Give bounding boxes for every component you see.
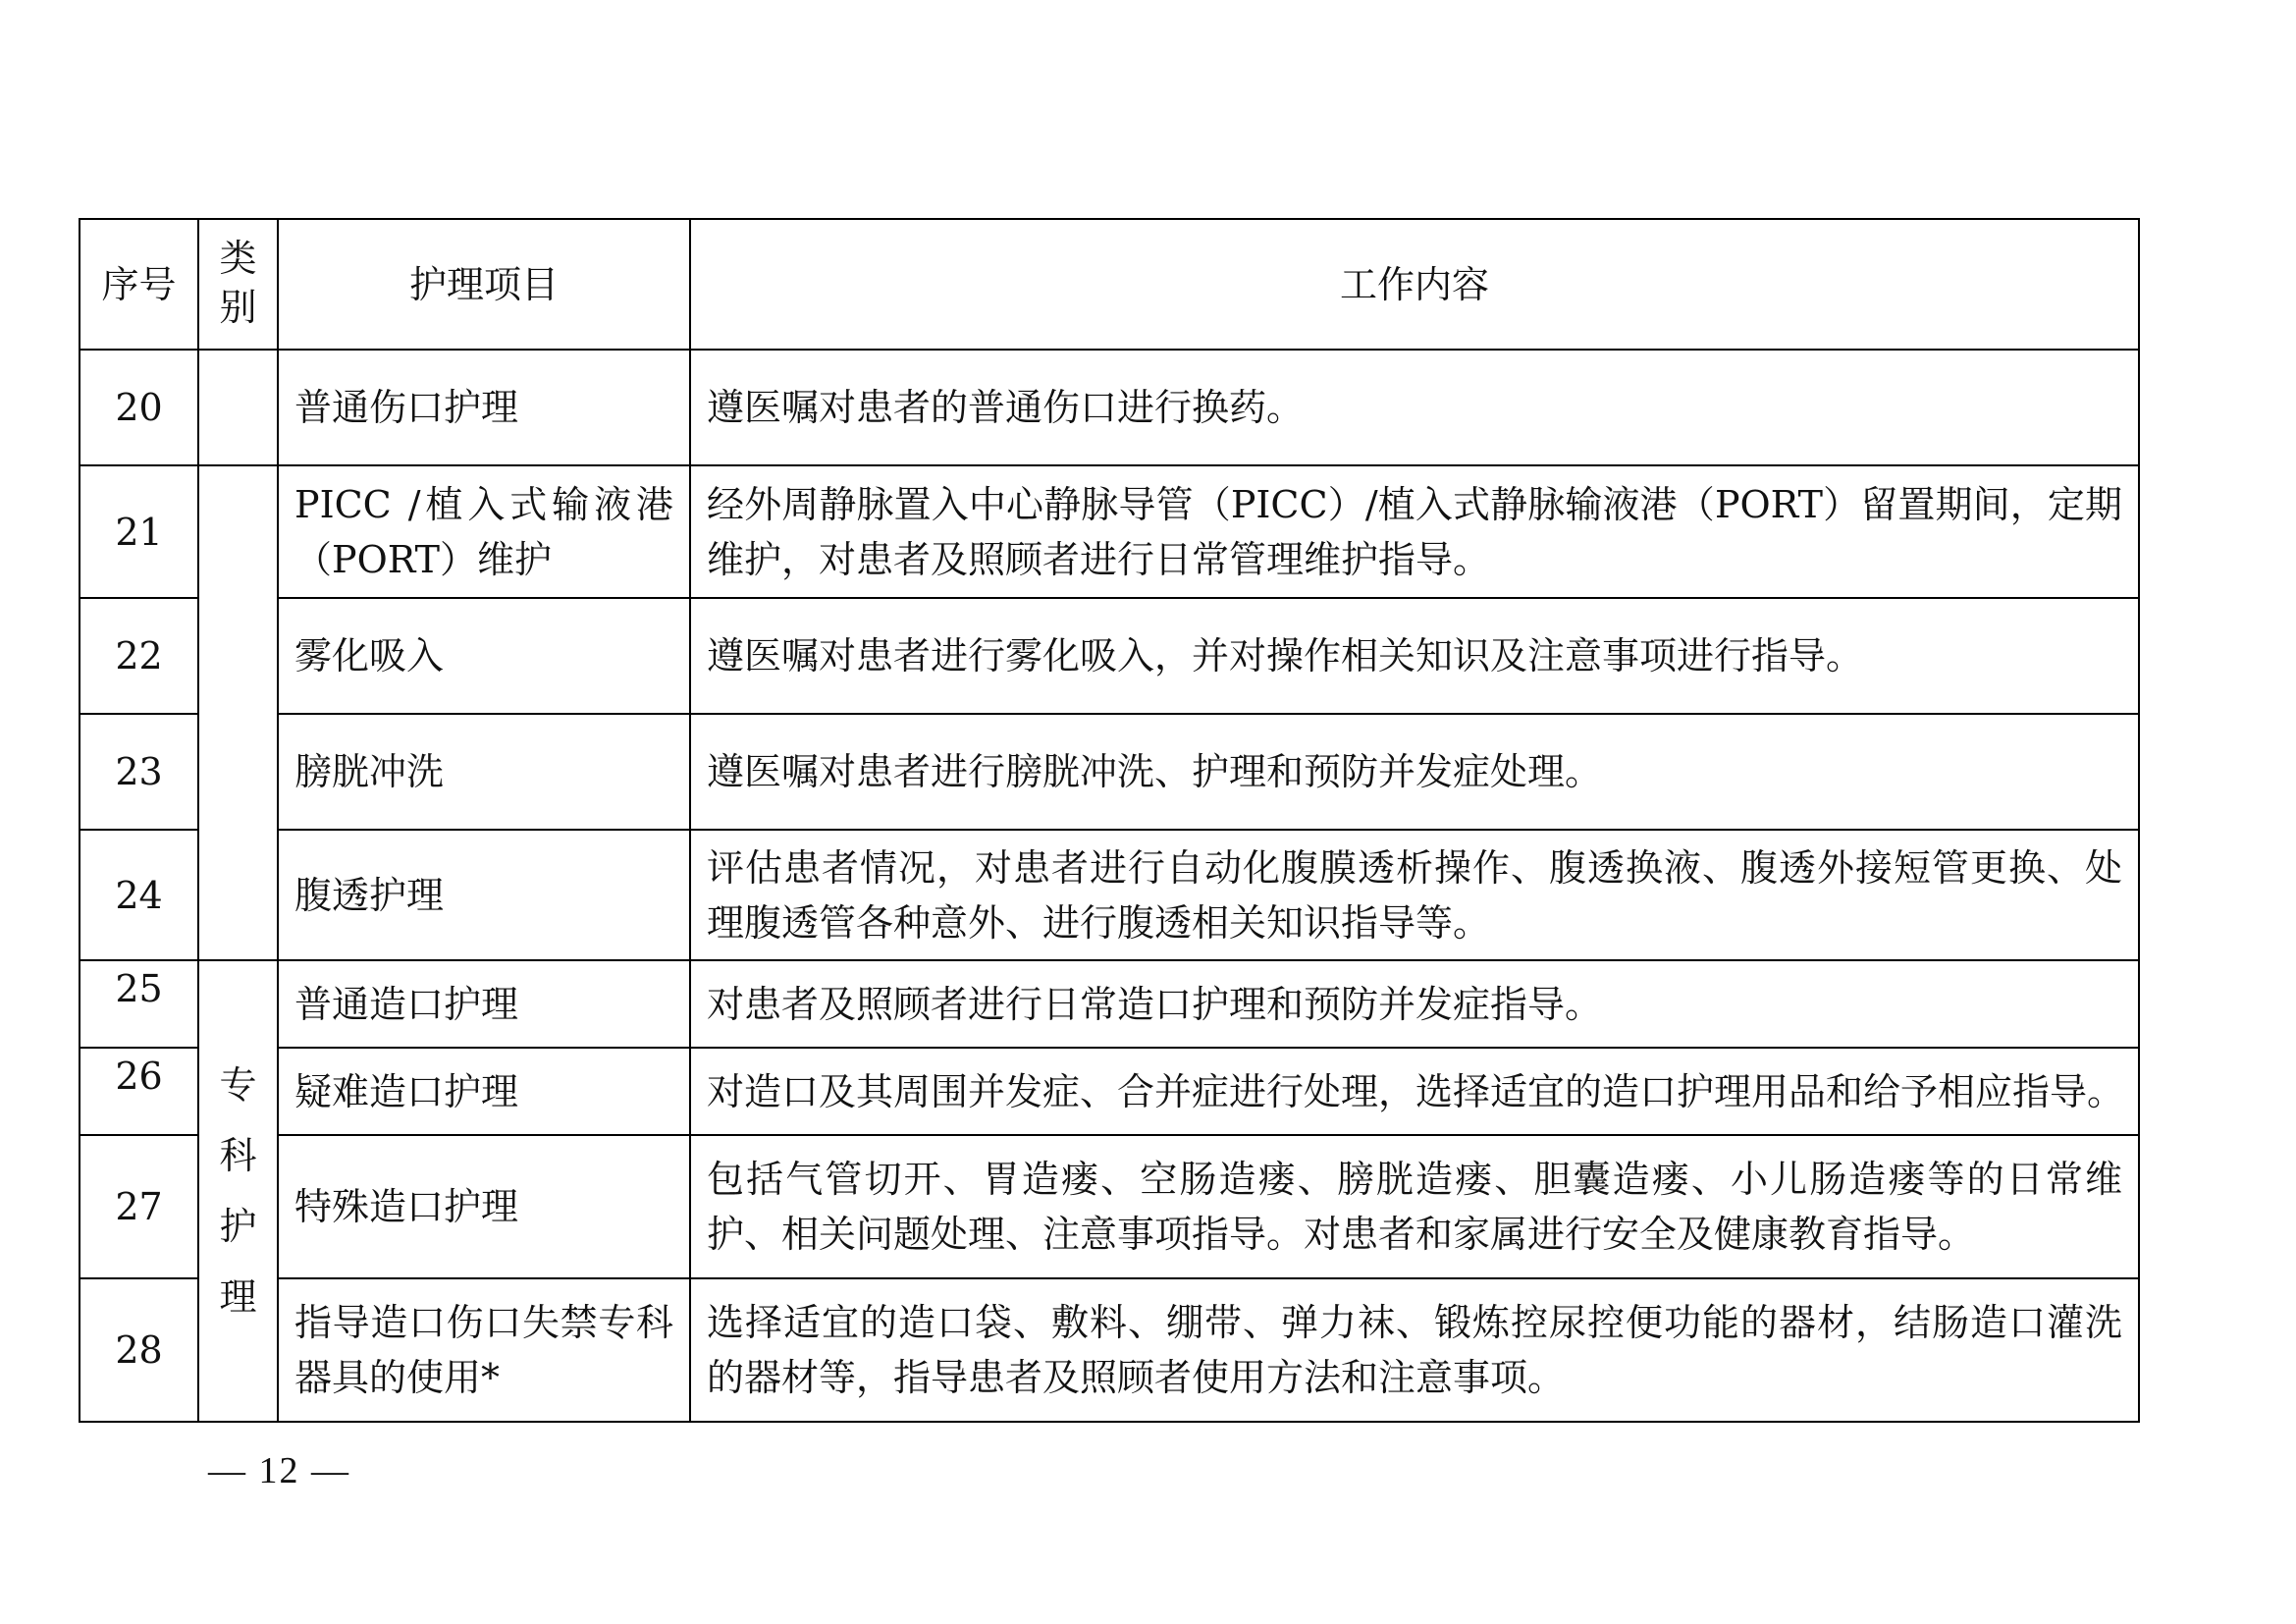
row-content: 遵医嘱对患者的普通伤口进行换药。 [690, 350, 2139, 465]
table-row [80, 830, 2139, 960]
row-seq: 27 [80, 1135, 198, 1278]
row-seq: 20 [80, 350, 198, 465]
row-seq: 25 [80, 960, 198, 1048]
row-content: 遵医嘱对患者进行膀胱冲洗、护理和预防并发症处理。 [690, 714, 2139, 830]
row-seq: 28 [80, 1278, 198, 1422]
row-category-empty [198, 350, 278, 465]
row-content: 遵医嘱对患者进行雾化吸入，并对操作相关知识及注意事项进行指导。 [690, 598, 2139, 714]
header-content: 工作内容 [690, 219, 2139, 350]
table-header-row [80, 219, 2139, 350]
row-item: 膀胱冲洗 [278, 714, 690, 830]
header-category-text: 类别 [219, 237, 257, 329]
table-row [80, 714, 2139, 830]
row-item: 指导造口伤口失禁专科器具的使用* [278, 1278, 690, 1422]
row-content: 选择适宜的造口袋、敷料、绷带、弹力袜、锻炼控尿控便功能的器材，结肠造口灌洗的器材等，指导患者及照顾者使用方法和注意事项。 [690, 1278, 2139, 1422]
row-item: 疑难造口护理 [278, 1048, 690, 1135]
row-item: PICC /植入式输液港（PORT）维护 [278, 465, 690, 598]
row-content: 包括气管切开、胃造瘘、空肠造瘘、膀胱造瘘、胆囊造瘘、小儿肠造瘘等的日常维护、相关问题处理、注意事项指导。对患者和家属进行安全及健康教育指导。 [690, 1135, 2139, 1278]
row-content: 经外周静脉置入中心静脉导管（PICC）/植入式静脉输液港（PORT）留置期间，定期维护，对患者及照顾者进行日常管理维护指导。 [690, 465, 2139, 598]
row-content: 评估患者情况，对患者进行自动化腹膜透析操作、腹透换液、腹透外接短管更换、处理腹透管各种意外、进行腹透相关知识指导等。 [690, 830, 2139, 960]
header-item: 护理项目 [278, 219, 690, 350]
row-item: 雾化吸入 [278, 598, 690, 714]
table-row [80, 350, 2139, 465]
row-seq: 24 [80, 830, 198, 960]
nursing-services-table [79, 218, 2140, 1423]
page-number: — 12 — [208, 1450, 350, 1491]
category-label: 专科护理 [219, 1063, 257, 1319]
table-row [80, 1278, 2139, 1422]
table-row [80, 1048, 2139, 1135]
row-seq: 22 [80, 598, 198, 714]
table-row [80, 598, 2139, 714]
row-seq: 21 [80, 465, 198, 598]
row-item: 腹透护理 [278, 830, 690, 960]
header-seq: 序号 [80, 219, 198, 350]
table-row [80, 1135, 2139, 1278]
row-content: 对患者及照顾者进行日常造口护理和预防并发症指导。 [690, 960, 2139, 1048]
row-item: 特殊造口护理 [278, 1135, 690, 1278]
row-category-empty [198, 465, 278, 960]
table-row [80, 960, 2139, 1048]
row-seq: 26 [80, 1048, 198, 1135]
table-row [80, 465, 2139, 598]
row-category [198, 960, 278, 1422]
row-seq: 23 [80, 714, 198, 830]
row-content: 对造口及其周围并发症、合并症进行处理，选择适宜的造口护理用品和给予相应指导。 [690, 1048, 2139, 1135]
row-item: 普通伤口护理 [278, 350, 690, 465]
row-item: 普通造口护理 [278, 960, 690, 1048]
header-category [198, 219, 278, 350]
